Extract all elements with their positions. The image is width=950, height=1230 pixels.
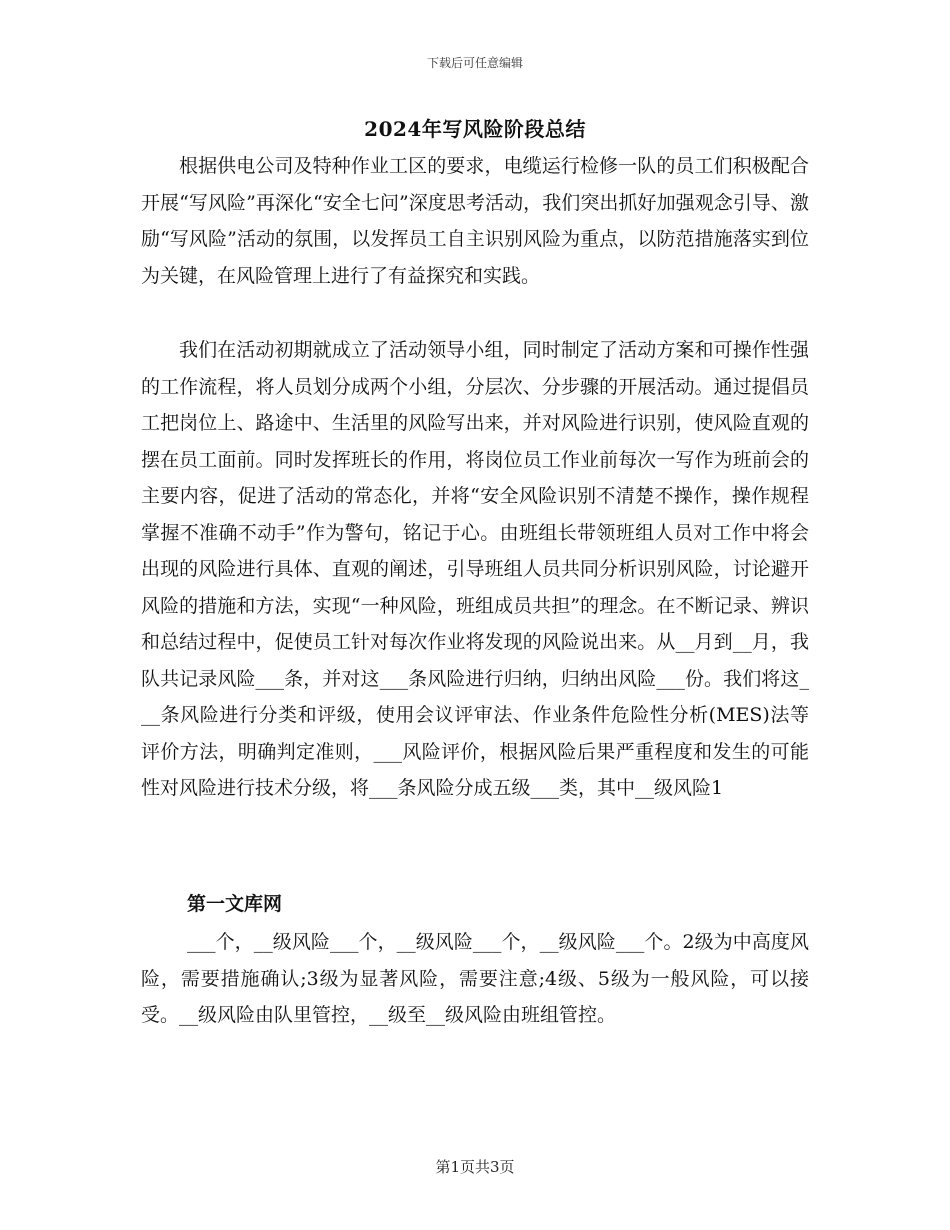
paragraph-1-text: 根据供电公司及特种作业工区的要求，电缆运行检修一队的员工们积极配合开展“写风险”再深化“安全七问”深度思考活动，我们突出抓好加强观念引导、激励“写风险”活动的氛围，以发挥员工自主识别风险为重点，以防范措施落实到位为关键，在风险管理上进行了有益探究和实践。: [141, 155, 809, 287]
source-label: 第一文库网: [187, 893, 283, 915]
page-header-note: 下载后可任意编辑: [426, 56, 523, 70]
page-footer: 第1页共3页: [435, 1158, 515, 1176]
paragraph-1: [141, 148, 809, 294]
paragraph-continuation-text: [141, 924, 809, 1034]
paragraph-continuation: [141, 924, 809, 1034]
paragraph-2: [141, 332, 809, 807]
paragraph-2-text: 我们在活动初期就成立了活动领导小组，同时制定了活动方案和可操作性强的工作流程，将人员划分成两个小组，分层次、分步骤的开展活动。通过提倡员工把岗位上、路途中、生活里的风险写出来，并对风险进行识别，使风险直观的摆在员工面前。同时发挥班长的作用，将岗位员工作业前每次一写作为班前会的主要内容，促进了活动的常态化，并将“安全风险识别不清楚不操作，操作规程掌握不准确不动手”作为警句，铭记于心。由班组长带领班组人员对工作中将会出现的风险进行具体、直观的阐述，引导班组人员共同分析识别风险，讨论避开风险的措施和方法，实现“一种风险，班组成员共担”的理念。在不断记录、辨识和总结过程中，促使员工针对每次作业将发现的风险说出来。从__月到__月，我队共记录风险___条，并对这___条风险进行归纳，归纳出风险___份。我们将这___条风险进行分类和评级，使用会议评审法、作业条件危险性分析(MES)法等评价方法，明确判定准则，___风险评价，根据风险后果严重程度和发生的可能性对风险进行技术分级，将___条风险分成五级___类，其中__级风险1: [141, 339, 809, 799]
continuation-text: ___个，__级风险___个，__级风险___个，__级风险___个。2级为中高度风险，需要措施确认;3级为显著风险，需要注意;4级、5级为一般风险，可以接受。__级风险由队里管控，__级至__级风险由班组管控。: [141, 931, 809, 1026]
document-title: 2024年写风险阶段总结: [364, 117, 586, 141]
